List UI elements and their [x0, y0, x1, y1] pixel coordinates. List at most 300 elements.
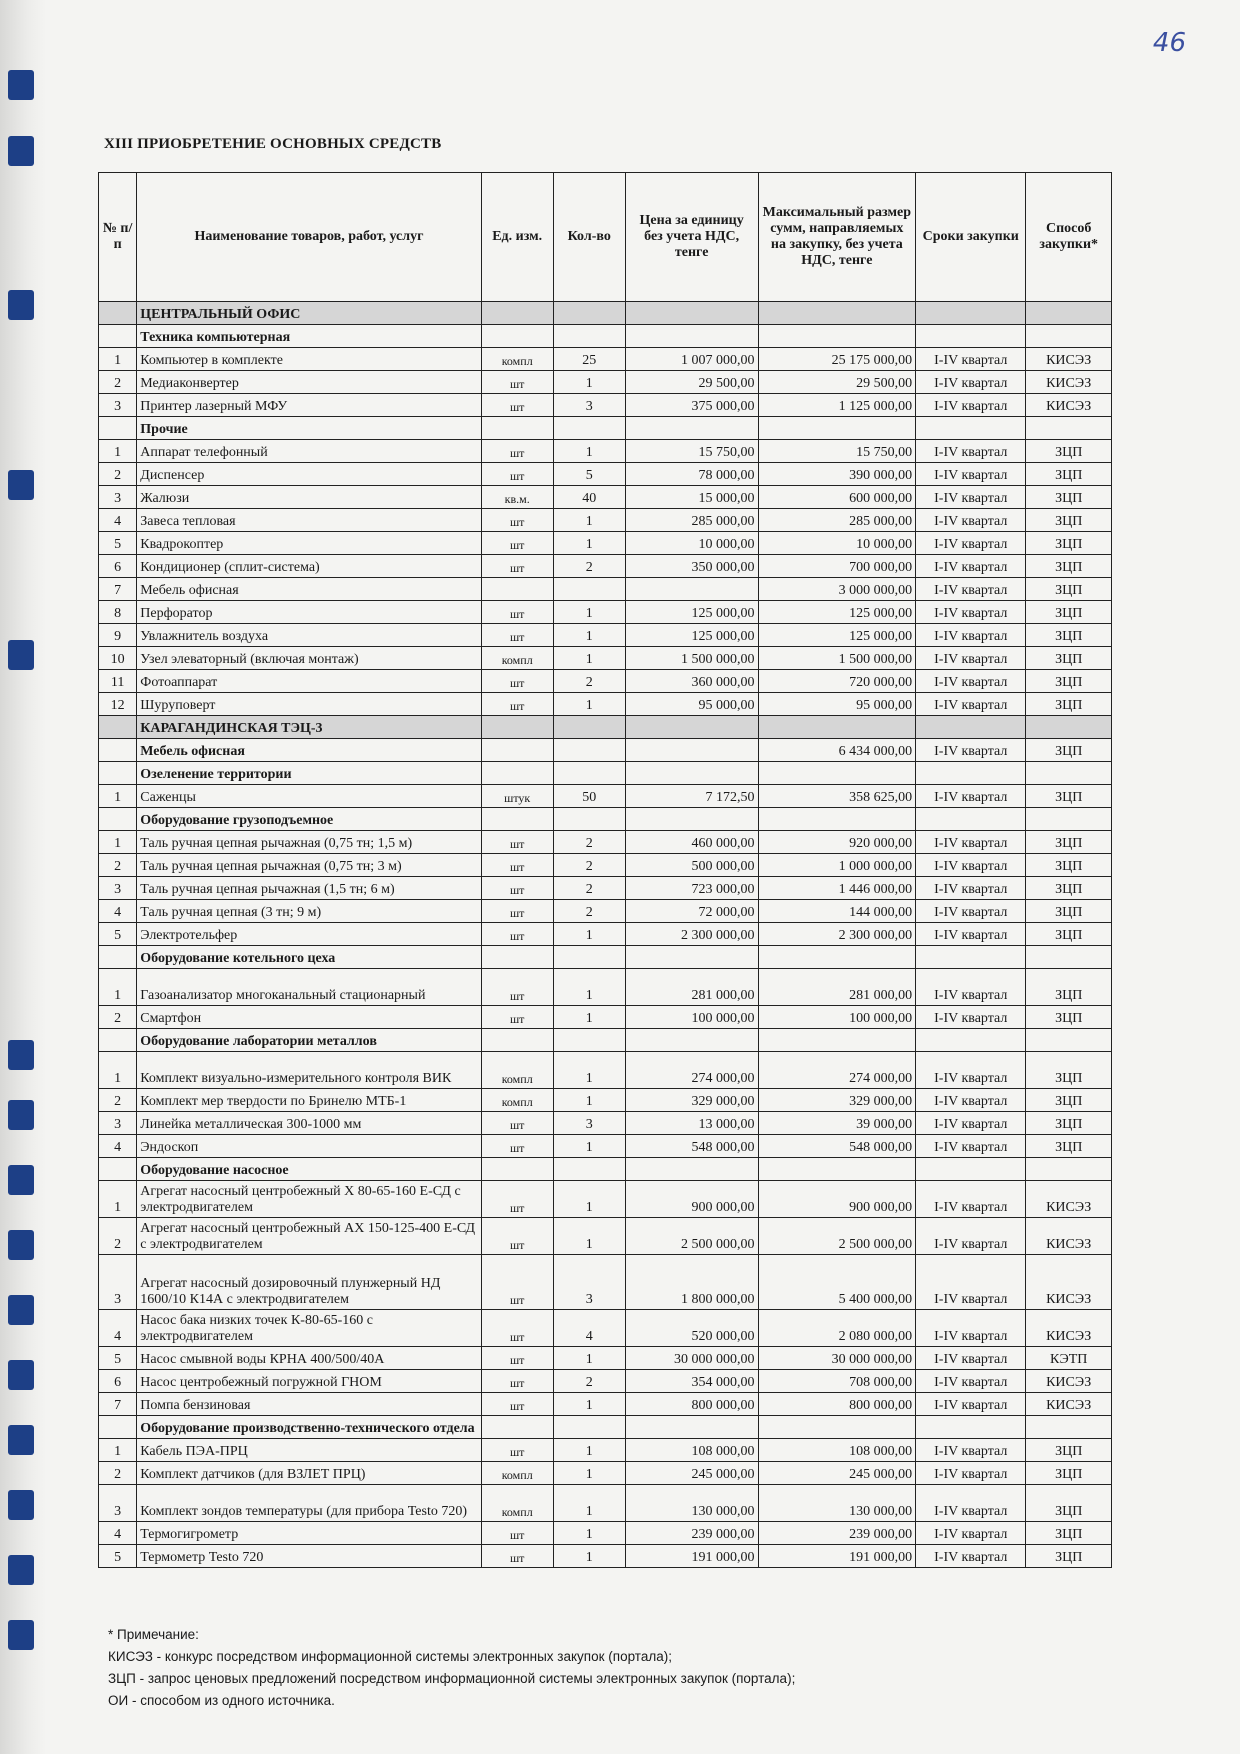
max-amount-cell: 191 000,00: [758, 1545, 916, 1568]
table-row: [99, 1310, 1112, 1347]
price-cell: 15 000,00: [625, 486, 758, 509]
empty-cell: [758, 946, 916, 969]
empty-cell: [916, 1416, 1026, 1439]
unit-cell: компл: [481, 1052, 553, 1089]
table-row: [99, 1485, 1112, 1522]
method-cell: ЗЦП: [1026, 555, 1112, 578]
table-row: [99, 1181, 1112, 1218]
price-cell: 108 000,00: [625, 1439, 758, 1462]
empty-cell: [758, 1416, 916, 1439]
empty-cell: [481, 417, 553, 440]
max-amount-cell: 25 175 000,00: [758, 348, 916, 371]
empty-cell: [625, 1029, 758, 1052]
qty-cell: 2: [553, 877, 625, 900]
item-name-cell: Электротельфер: [137, 923, 481, 946]
subsection-name: Оборудование производственно-технического отдела: [137, 1416, 481, 1439]
item-name-cell: Помпа бензиновая: [137, 1393, 481, 1416]
term-cell: I-IV квартал: [916, 371, 1026, 394]
max-amount-cell: 108 000,00: [758, 1439, 916, 1462]
qty-cell: 1: [553, 532, 625, 555]
table-row: [99, 877, 1112, 900]
table-header-row: [99, 173, 1112, 302]
row-number-cell: 4: [99, 900, 137, 923]
max-amount-cell: 3 000 000,00: [758, 578, 916, 601]
row-number-cell: 11: [99, 670, 137, 693]
price-cell: 460 000,00: [625, 831, 758, 854]
term-cell: I-IV квартал: [916, 923, 1026, 946]
unit-cell: компл: [481, 1462, 553, 1485]
item-name-cell: Таль ручная цепная рычажная (0,75 тн; 3 м): [137, 854, 481, 877]
section-empty-cell: [553, 716, 625, 739]
term-cell: I-IV квартал: [916, 969, 1026, 1006]
empty-cell: [481, 1416, 553, 1439]
empty-cell: [758, 325, 916, 348]
empty-cell: [625, 946, 758, 969]
item-name-cell: Насос смывной воды КРНА 400/500/40А: [137, 1347, 481, 1370]
binding-ring: [8, 1100, 34, 1130]
row-number-cell: 4: [99, 1522, 137, 1545]
price-cell: 350 000,00: [625, 555, 758, 578]
table-row: [99, 1218, 1112, 1255]
section-num-cell: [99, 716, 137, 739]
binding-ring: [8, 640, 34, 670]
row-number-cell: 1: [99, 1439, 137, 1462]
price-cell: 100 000,00: [625, 1006, 758, 1029]
max-amount-cell: 358 625,00: [758, 785, 916, 808]
method-cell: ЗЦП: [1026, 831, 1112, 854]
section-empty-cell: [481, 716, 553, 739]
method-cell: ЗЦП: [1026, 1522, 1112, 1545]
unit-cell: компл: [481, 1089, 553, 1112]
method-cell: КИСЭЗ: [1026, 1218, 1112, 1255]
row-number-cell: 2: [99, 1462, 137, 1485]
section-empty-cell: [758, 716, 916, 739]
term-cell: I-IV квартал: [916, 1112, 1026, 1135]
empty-cell: [1026, 417, 1112, 440]
subsection-name: Техника компьютерная: [137, 325, 481, 348]
binding-strip: [0, 0, 46, 1754]
term-cell: I-IV квартал: [916, 348, 1026, 371]
unit-cell: шт: [481, 555, 553, 578]
item-name-cell: Кабель ПЭА-ПРЦ: [137, 1439, 481, 1462]
empty-cell: [625, 739, 758, 762]
empty-cell: [916, 762, 1026, 785]
subsection-name: Озеленение территории: [137, 762, 481, 785]
term-cell: I-IV квартал: [916, 532, 1026, 555]
row-number-cell: 3: [99, 486, 137, 509]
price-cell: 78 000,00: [625, 463, 758, 486]
price-cell: 13 000,00: [625, 1112, 758, 1135]
empty-cell: [916, 946, 1026, 969]
empty-cell: [1026, 762, 1112, 785]
empty-cell: [481, 1029, 553, 1052]
term-cell: I-IV квартал: [916, 1347, 1026, 1370]
term-cell: I-IV квартал: [916, 647, 1026, 670]
section-num-cell: [99, 302, 137, 325]
row-number-cell: 1: [99, 785, 137, 808]
term-cell: I-IV квартал: [916, 1393, 1026, 1416]
price-cell: 130 000,00: [625, 1485, 758, 1522]
price-cell: 239 000,00: [625, 1522, 758, 1545]
method-cell: ЗЦП: [1026, 601, 1112, 624]
qty-cell: 1: [553, 693, 625, 716]
unit-cell: шт: [481, 1135, 553, 1158]
unit-cell: шт: [481, 1112, 553, 1135]
price-cell: 2 300 000,00: [625, 923, 758, 946]
binding-ring: [8, 70, 34, 100]
unit-cell: шт: [481, 624, 553, 647]
empty-cell: [1026, 1029, 1112, 1052]
table-row: [99, 440, 1112, 463]
row-number-cell: 1: [99, 348, 137, 371]
section-empty-cell: [553, 302, 625, 325]
method-cell: ЗЦП: [1026, 1439, 1112, 1462]
empty-cell: [481, 1158, 553, 1181]
empty-cell: [553, 762, 625, 785]
price-cell: 10 000,00: [625, 532, 758, 555]
method-cell: ЗЦП: [1026, 1112, 1112, 1135]
empty-cell: [1026, 946, 1112, 969]
term-cell: I-IV квартал: [916, 1522, 1026, 1545]
empty-cell: [916, 808, 1026, 831]
table-row: [99, 1347, 1112, 1370]
col-header-max: Максимальный размер сумм, направляемых на закупку, без учета НДС, тенге: [758, 173, 916, 302]
method-cell: ЗЦП: [1026, 1462, 1112, 1485]
qty-cell: 1: [553, 371, 625, 394]
item-name-cell: Линейка металлическая 300-1000 мм: [137, 1112, 481, 1135]
price-cell: 500 000,00: [625, 854, 758, 877]
empty-cell: [1026, 1158, 1112, 1181]
subsection-row: [99, 1158, 1112, 1181]
item-name-cell: Таль ручная цепная (3 тн; 9 м): [137, 900, 481, 923]
qty-cell: 2: [553, 854, 625, 877]
unit-cell: шт: [481, 1522, 553, 1545]
row-number-cell: 5: [99, 1545, 137, 1568]
table-row: [99, 969, 1112, 1006]
method-cell: КИСЭЗ: [1026, 1181, 1112, 1218]
empty-cell: [553, 739, 625, 762]
item-name-cell: Мебель офисная: [137, 578, 481, 601]
table-row: [99, 693, 1112, 716]
max-amount-cell: 1 446 000,00: [758, 877, 916, 900]
price-cell: 274 000,00: [625, 1052, 758, 1089]
section-name: КАРАГАНДИНСКАЯ ТЭЦ-3: [137, 716, 481, 739]
qty-cell: [553, 578, 625, 601]
item-name-cell: Кондиционер (сплит-система): [137, 555, 481, 578]
item-name-cell: Агрегат насосный центробежный Х 80-65-160 Е-СД с электродвигателем: [137, 1181, 481, 1218]
row-number-cell: 2: [99, 1089, 137, 1112]
term-cell: I-IV квартал: [916, 440, 1026, 463]
max-amount-cell: 285 000,00: [758, 509, 916, 532]
term-cell: I-IV квартал: [916, 1006, 1026, 1029]
qty-cell: 2: [553, 900, 625, 923]
row-number-cell: 1: [99, 1052, 137, 1089]
row-number-cell: 3: [99, 394, 137, 417]
term-cell: I-IV квартал: [916, 463, 1026, 486]
col-header-unit: Ед. изм.: [481, 173, 553, 302]
unit-cell: компл: [481, 348, 553, 371]
item-name-cell: Завеса тепловая: [137, 509, 481, 532]
table-row: [99, 1439, 1112, 1462]
unit-cell: шт: [481, 371, 553, 394]
method-cell: ЗЦП: [1026, 1485, 1112, 1522]
unit-cell: шт: [481, 463, 553, 486]
empty-cell: [1026, 1416, 1112, 1439]
max-amount-cell: 1 125 000,00: [758, 394, 916, 417]
price-cell: 15 750,00: [625, 440, 758, 463]
item-name-cell: Аппарат телефонный: [137, 440, 481, 463]
method-cell: ЗЦП: [1026, 854, 1112, 877]
empty-cell: [916, 325, 1026, 348]
qty-cell: 1: [553, 1135, 625, 1158]
term-cell: I-IV квартал: [916, 1485, 1026, 1522]
item-name-cell: Увлажнитель воздуха: [137, 624, 481, 647]
subsection-name: Оборудование насосное: [137, 1158, 481, 1181]
price-cell: 1 007 000,00: [625, 348, 758, 371]
section-empty-cell: [625, 716, 758, 739]
price-cell: 72 000,00: [625, 900, 758, 923]
row-number-cell: 6: [99, 555, 137, 578]
row-number-cell: 5: [99, 532, 137, 555]
method-cell: КЭТП: [1026, 1347, 1112, 1370]
empty-cell: [99, 417, 137, 440]
term-cell: I-IV квартал: [916, 1439, 1026, 1462]
section-empty-cell: [758, 302, 916, 325]
qty-cell: 1: [553, 509, 625, 532]
qty-cell: 1: [553, 1089, 625, 1112]
row-number-cell: 2: [99, 463, 137, 486]
table-row: [99, 371, 1112, 394]
qty-cell: 2: [553, 831, 625, 854]
unit-cell: штук: [481, 785, 553, 808]
row-number-cell: 9: [99, 624, 137, 647]
price-cell: 29 500,00: [625, 371, 758, 394]
table-row: [99, 1089, 1112, 1112]
row-number-cell: 1: [99, 969, 137, 1006]
table-row: [99, 463, 1112, 486]
qty-cell: 1: [553, 1052, 625, 1089]
row-number-cell: 6: [99, 1370, 137, 1393]
qty-cell: 3: [553, 1255, 625, 1310]
method-cell: ЗЦП: [1026, 785, 1112, 808]
item-name-cell: Квадрокоптер: [137, 532, 481, 555]
binding-ring: [8, 1490, 34, 1520]
method-cell: ЗЦП: [1026, 1545, 1112, 1568]
qty-cell: 2: [553, 555, 625, 578]
term-cell: I-IV квартал: [916, 509, 1026, 532]
qty-cell: 3: [553, 1112, 625, 1135]
term-cell: I-IV квартал: [916, 578, 1026, 601]
price-cell: 191 000,00: [625, 1545, 758, 1568]
max-amount-cell: 95 000,00: [758, 693, 916, 716]
price-cell: 360 000,00: [625, 670, 758, 693]
term-cell: I-IV квартал: [916, 1181, 1026, 1218]
item-name-cell: Таль ручная цепная рычажная (0,75 тн; 1,5 м): [137, 831, 481, 854]
qty-cell: 1: [553, 1522, 625, 1545]
price-cell: 800 000,00: [625, 1393, 758, 1416]
method-cell: ЗЦП: [1026, 532, 1112, 555]
col-header-method: Способ закупки*: [1026, 173, 1112, 302]
price-cell: 30 000 000,00: [625, 1347, 758, 1370]
section-row: [99, 716, 1112, 739]
empty-cell: [625, 1416, 758, 1439]
method-cell: ЗЦП: [1026, 624, 1112, 647]
max-amount-cell: 281 000,00: [758, 969, 916, 1006]
unit-cell: [481, 578, 553, 601]
row-number-cell: 2: [99, 1218, 137, 1255]
unit-cell: кв.м.: [481, 486, 553, 509]
empty-cell: [99, 325, 137, 348]
method-cell: ЗЦП: [1026, 900, 1112, 923]
empty-cell: [481, 762, 553, 785]
method-cell: ЗЦП: [1026, 923, 1112, 946]
term-cell: I-IV квартал: [916, 739, 1026, 762]
binding-ring: [8, 1230, 34, 1260]
table-row: [99, 1006, 1112, 1029]
row-number-cell: 3: [99, 1255, 137, 1310]
footnote: [108, 1624, 795, 1712]
method-cell: ЗЦП: [1026, 693, 1112, 716]
empty-cell: [916, 1158, 1026, 1181]
unit-cell: шт: [481, 394, 553, 417]
section-empty-cell: [916, 716, 1026, 739]
empty-cell: [916, 417, 1026, 440]
subsection-name: Прочие: [137, 417, 481, 440]
qty-cell: 1: [553, 624, 625, 647]
price-cell: 900 000,00: [625, 1181, 758, 1218]
method-cell: ЗЦП: [1026, 486, 1112, 509]
term-cell: I-IV квартал: [916, 877, 1026, 900]
unit-cell: шт: [481, 900, 553, 923]
term-cell: I-IV квартал: [916, 486, 1026, 509]
term-cell: I-IV квартал: [916, 1135, 1026, 1158]
price-cell: 1 800 000,00: [625, 1255, 758, 1310]
qty-cell: 1: [553, 440, 625, 463]
method-cell: ЗЦП: [1026, 877, 1112, 900]
max-amount-cell: 2 080 000,00: [758, 1310, 916, 1347]
empty-cell: [481, 808, 553, 831]
unit-cell: шт: [481, 1310, 553, 1347]
table-row: [99, 923, 1112, 946]
term-cell: I-IV квартал: [916, 854, 1026, 877]
unit-cell: шт: [481, 532, 553, 555]
row-number-cell: 3: [99, 1485, 137, 1522]
qty-cell: 1: [553, 1181, 625, 1218]
price-cell: 375 000,00: [625, 394, 758, 417]
empty-cell: [758, 1158, 916, 1181]
max-amount-cell: 125 000,00: [758, 601, 916, 624]
row-number-cell: 12: [99, 693, 137, 716]
section-empty-cell: [481, 302, 553, 325]
item-name-cell: Жалюзи: [137, 486, 481, 509]
binding-ring: [8, 470, 34, 500]
subsection-row: [99, 325, 1112, 348]
col-header-qty: Кол-во: [553, 173, 625, 302]
method-cell: КИСЭЗ: [1026, 371, 1112, 394]
empty-cell: [481, 325, 553, 348]
max-amount-cell: 245 000,00: [758, 1462, 916, 1485]
max-amount-cell: 329 000,00: [758, 1089, 916, 1112]
price-cell: 520 000,00: [625, 1310, 758, 1347]
qty-cell: 3: [553, 394, 625, 417]
row-number-cell: 4: [99, 509, 137, 532]
method-cell: ЗЦП: [1026, 739, 1112, 762]
row-number-cell: 7: [99, 1393, 137, 1416]
section-empty-cell: [1026, 302, 1112, 325]
max-amount-cell: 239 000,00: [758, 1522, 916, 1545]
term-cell: I-IV квартал: [916, 1089, 1026, 1112]
unit-cell: шт: [481, 831, 553, 854]
item-name-cell: Узел элеваторный (включая монтаж): [137, 647, 481, 670]
method-cell: ЗЦП: [1026, 440, 1112, 463]
row-number-cell: 8: [99, 601, 137, 624]
empty-cell: [553, 1029, 625, 1052]
max-amount-cell: 5 400 000,00: [758, 1255, 916, 1310]
unit-cell: шт: [481, 923, 553, 946]
qty-cell: 2: [553, 670, 625, 693]
empty-cell: [99, 762, 137, 785]
qty-cell: 2: [553, 1370, 625, 1393]
empty-cell: [625, 325, 758, 348]
item-name-cell: Комплект датчиков (для ВЗЛЕТ ПРЦ): [137, 1462, 481, 1485]
procurement-table-wrap: [98, 172, 1112, 1568]
table-row: [99, 1370, 1112, 1393]
max-amount-cell: 125 000,00: [758, 624, 916, 647]
table-row: [99, 486, 1112, 509]
max-amount-cell: 130 000,00: [758, 1485, 916, 1522]
section-name: ЦЕНТРАЛЬНЫЙ ОФИС: [137, 302, 481, 325]
item-name-cell: Диспенсер: [137, 463, 481, 486]
binding-ring: [8, 1040, 34, 1070]
unit-cell: шт: [481, 1255, 553, 1310]
term-cell: I-IV квартал: [916, 1218, 1026, 1255]
subsection-row: [99, 1029, 1112, 1052]
subsection-row: [99, 762, 1112, 785]
price-cell: 329 000,00: [625, 1089, 758, 1112]
table-row: [99, 532, 1112, 555]
subsection-name: Мебель офисная: [137, 739, 481, 762]
footnote-line: ОИ - способом из одного источника.: [108, 1693, 335, 1708]
max-amount-cell: 100 000,00: [758, 1006, 916, 1029]
table-row: [99, 1545, 1112, 1568]
qty-cell: 1: [553, 1393, 625, 1416]
term-cell: I-IV квартал: [916, 1310, 1026, 1347]
max-amount-cell: 274 000,00: [758, 1052, 916, 1089]
table-row: [99, 670, 1112, 693]
max-amount-cell: 720 000,00: [758, 670, 916, 693]
item-name-cell: Комплект визуально-измерительного контроля ВИК: [137, 1052, 481, 1089]
term-cell: I-IV квартал: [916, 1370, 1026, 1393]
item-name-cell: Термометр Testo 720: [137, 1545, 481, 1568]
max-amount-cell: 30 000 000,00: [758, 1347, 916, 1370]
empty-cell: [758, 1029, 916, 1052]
item-name-cell: Таль ручная цепная рычажная (1,5 тн; 6 м): [137, 877, 481, 900]
price-cell: [625, 578, 758, 601]
term-cell: I-IV квартал: [916, 1255, 1026, 1310]
method-cell: ЗЦП: [1026, 1052, 1112, 1089]
row-number-cell: 2: [99, 371, 137, 394]
empty-cell: [99, 739, 137, 762]
method-cell: КИСЭЗ: [1026, 1310, 1112, 1347]
qty-cell: 1: [553, 1545, 625, 1568]
item-name-cell: Насос центробежный погружной ГНОМ: [137, 1370, 481, 1393]
table-row: [99, 854, 1112, 877]
term-cell: I-IV квартал: [916, 670, 1026, 693]
binding-ring: [8, 1620, 34, 1650]
subsection-row: [99, 808, 1112, 831]
binding-ring: [8, 1165, 34, 1195]
unit-cell: шт: [481, 440, 553, 463]
